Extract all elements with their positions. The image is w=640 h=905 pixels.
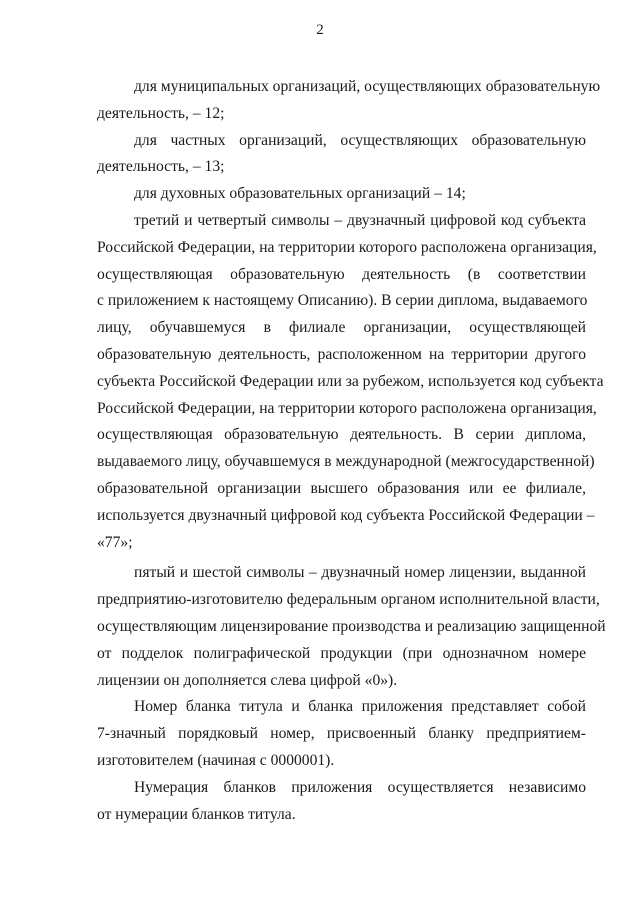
- text-line: лицу, обучавшемуся в филиале организации, осуществляющей: [97, 319, 586, 337]
- text-line: с приложением к настоящему Описанию). В серии диплома, выдаваемого: [97, 292, 588, 310]
- text-line: деятельность, – 12;: [97, 104, 225, 122]
- text-line: деятельность, – 13;: [97, 158, 225, 176]
- text-line: осуществляющим лицензирование производства и реализацию защищенной: [97, 617, 606, 635]
- text-line: Нумерация бланков приложения осуществляется независимо: [134, 778, 586, 796]
- text-line: лицензии он дополняется слева цифрой «0»).: [97, 671, 398, 689]
- text-line: образовательной организации высшего образования или ее филиале,: [97, 479, 586, 497]
- text-line: для частных организаций, осуществляющих образовательную: [134, 131, 586, 149]
- document-body: [97, 74, 606, 828]
- text-line: «77»;: [97, 533, 133, 551]
- text-line: субъекта Российской Федерации или за рубежом, используется код субъекта: [97, 372, 604, 390]
- text-line: от нумерации бланков титула.: [97, 805, 296, 823]
- text-line: Российской Федерации, на территории которого расположена организация,: [97, 238, 597, 256]
- text-line: Номер бланка титула и бланка приложения представляет собой: [134, 698, 586, 716]
- text-line: изготовителем (начиная с 0000001).: [97, 751, 335, 769]
- text-line: от подделок полиграфической продукции (при однозначном номере: [97, 644, 586, 662]
- page-number: 2: [316, 22, 324, 38]
- text-line: пятый и шестой символы – двузначный номер лицензии, выданной: [134, 564, 586, 582]
- text-line: используется двузначный цифровой код субъекта Российской Федерации –: [97, 506, 595, 524]
- text-line: третий и четвертый символы – двузначный цифровой код субъекта: [134, 211, 586, 229]
- text-line: 7-значный порядковый номер, присвоенный бланку предприятием-: [97, 725, 586, 743]
- text-line: осуществляющая образовательную деятельность (в соответствии: [97, 265, 586, 283]
- text-line: предприятию-изготовителю федеральным органом исполнительной власти,: [97, 591, 600, 609]
- text-line: для духовных образовательных организаций – 14;: [134, 185, 466, 203]
- text-line: Российской Федерации, на территории которого расположена организация,: [97, 399, 597, 417]
- text-line: выдаваемого лицу, обучавшемуся в международной (межгосударственной): [97, 453, 595, 471]
- text-line: для муниципальных организаций, осуществляющих образовательную: [134, 78, 601, 95]
- text-line: образовательную деятельность, расположенном на территории другого: [97, 345, 586, 363]
- text-line: осуществляющая образовательную деятельность. В серии диплома,: [97, 426, 586, 444]
